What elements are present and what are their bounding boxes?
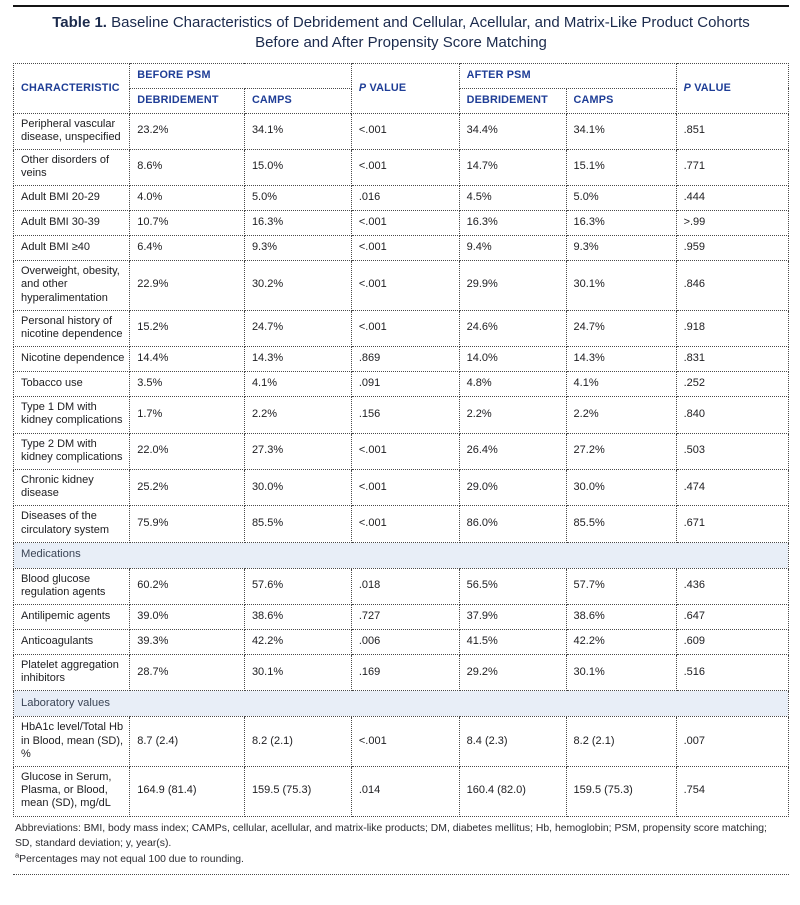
value-cell: <.001 — [351, 506, 459, 542]
value-cell: 42.2% — [244, 630, 351, 655]
value-cell: .671 — [676, 506, 788, 542]
value-cell: .444 — [676, 186, 788, 211]
value-cell: 38.6% — [244, 605, 351, 630]
characteristic-label: Diseases of the circulatory system — [14, 506, 130, 542]
rounding-note — [15, 852, 787, 868]
value-cell: <.001 — [351, 236, 459, 261]
value-cell: 4.1% — [244, 372, 351, 397]
value-cell: .851 — [676, 113, 788, 149]
value-cell: 2.2% — [566, 397, 676, 433]
characteristic-label: Platelet aggregation inhibitors — [14, 655, 130, 691]
table-body — [14, 113, 789, 816]
value-cell: <.001 — [351, 717, 459, 767]
characteristic-label: Personal history of nicotine dependence — [14, 310, 130, 346]
value-cell: 85.5% — [566, 506, 676, 542]
value-cell: 16.3% — [566, 211, 676, 236]
value-cell: 16.3% — [244, 211, 351, 236]
characteristic-label: Type 2 DM with kidney complications — [14, 433, 130, 469]
value-cell: 9.3% — [244, 236, 351, 261]
value-cell: 34.1% — [244, 113, 351, 149]
value-cell: 159.5 (75.3) — [566, 767, 676, 817]
table-row — [14, 630, 789, 655]
value-cell: .007 — [676, 717, 788, 767]
value-cell: 14.0% — [459, 347, 566, 372]
value-cell: .959 — [676, 236, 788, 261]
value-cell: .754 — [676, 767, 788, 817]
table-header — [14, 63, 789, 113]
value-cell: 5.0% — [244, 186, 351, 211]
value-cell: 24.7% — [244, 310, 351, 346]
characteristic-label: Blood glucose regulation agents — [14, 568, 130, 604]
value-cell: .831 — [676, 347, 788, 372]
characteristic-label: Adult BMI ≥40 — [14, 236, 130, 261]
value-cell: <.001 — [351, 310, 459, 346]
value-cell: 28.7% — [130, 655, 245, 691]
table-row — [14, 149, 789, 185]
value-cell: 23.2% — [130, 113, 245, 149]
table-row — [14, 568, 789, 604]
value-cell: 37.9% — [459, 605, 566, 630]
value-cell: .846 — [676, 261, 788, 311]
value-cell: 30.1% — [566, 655, 676, 691]
col-header-p-value-before — [351, 63, 459, 113]
value-cell: .771 — [676, 149, 788, 185]
value-cell: .436 — [676, 568, 788, 604]
value-cell: .006 — [351, 630, 459, 655]
p-value-label: P — [358, 81, 367, 94]
value-cell: .647 — [676, 605, 788, 630]
value-cell: 4.5% — [459, 186, 566, 211]
value-cell: 159.5 (75.3) — [244, 767, 351, 817]
characteristic-label: Overweight, obesity, and other hyperalimentation — [14, 261, 130, 311]
col-header-after-psm: AFTER PSM — [459, 63, 676, 88]
value-cell: 14.7% — [459, 149, 566, 185]
characteristic-label: Type 1 DM with kidney complications — [14, 397, 130, 433]
value-cell: 14.4% — [130, 347, 245, 372]
table-row — [14, 655, 789, 691]
table-row — [14, 236, 789, 261]
value-cell: 30.1% — [566, 261, 676, 311]
value-cell: .609 — [676, 630, 788, 655]
characteristic-label: Antilipemic agents — [14, 605, 130, 630]
value-cell: 15.1% — [566, 149, 676, 185]
value-cell: 38.6% — [566, 605, 676, 630]
col-header-before-psm: BEFORE PSM — [130, 63, 352, 88]
value-cell: 57.7% — [566, 568, 676, 604]
value-cell: 16.3% — [459, 211, 566, 236]
col-header-characteristic: CHARACTERISTIC — [14, 63, 130, 113]
value-cell: 27.3% — [244, 433, 351, 469]
value-cell: 56.5% — [459, 568, 566, 604]
characteristic-label: Tobacco use — [14, 372, 130, 397]
value-cell: 30.2% — [244, 261, 351, 311]
value-cell: .091 — [351, 372, 459, 397]
value-cell: 30.0% — [566, 469, 676, 505]
value-cell: 8.2 (2.1) — [244, 717, 351, 767]
table-title-text: Baseline Characteristics of Debridement and Cellular, Acellular, and Matrix-Like Product Cohorts Before and After Propensity Score Matching — [111, 14, 750, 52]
section-label: Laboratory values — [14, 691, 789, 717]
value-cell: 42.2% — [566, 630, 676, 655]
value-cell: 60.2% — [130, 568, 245, 604]
value-cell: 29.0% — [459, 469, 566, 505]
value-cell: 5.0% — [566, 186, 676, 211]
value-cell: <.001 — [351, 113, 459, 149]
value-cell: 34.4% — [459, 113, 566, 149]
value-cell: 26.4% — [459, 433, 566, 469]
table-row — [14, 261, 789, 311]
table-row — [14, 717, 789, 767]
value-cell: 3.5% — [130, 372, 245, 397]
characteristic-label: Other disorders of veins — [14, 149, 130, 185]
value-cell: 10.7% — [130, 211, 245, 236]
table-footnotes — [13, 817, 789, 876]
value-cell: 4.0% — [130, 186, 245, 211]
p-value-label: P — [683, 81, 691, 94]
col-header-debridement-before: DEBRIDEMENT — [130, 88, 245, 113]
col-header-debridement-after: DEBRIDEMENT — [459, 88, 566, 113]
value-cell: 164.9 (81.4) — [130, 767, 245, 817]
value-cell: <.001 — [351, 149, 459, 185]
baseline-characteristics-table — [13, 63, 789, 817]
value-cell: .727 — [351, 605, 459, 630]
characteristic-label: Glucose in Serum, Plasma, or Blood, mean (SD), mg/dL — [14, 767, 130, 817]
value-cell: 34.1% — [566, 113, 676, 149]
section-label: Medications — [14, 542, 789, 568]
value-cell: 160.4 (82.0) — [459, 767, 566, 817]
p-value-word: VALUE — [369, 81, 407, 94]
abbreviations-note: Abbreviations: BMI, body mass index; CAMPs, cellular, acellular, and matrix-like products; DM, diabetes mellitus; Hb, hemoglobin; PSM, propensity score matching; SD, standard deviation; y, year(s). — [15, 822, 767, 850]
value-cell: 8.7 (2.4) — [130, 717, 245, 767]
value-cell: 2.2% — [459, 397, 566, 433]
table-number: Table 1. — [52, 14, 107, 31]
value-cell: 27.2% — [566, 433, 676, 469]
value-cell: 4.1% — [566, 372, 676, 397]
value-cell: 9.3% — [566, 236, 676, 261]
value-cell: 57.6% — [244, 568, 351, 604]
value-cell: <.001 — [351, 433, 459, 469]
rounding-note-text: Percentages may not equal 100 due to rounding. — [19, 853, 244, 865]
value-cell: 30.1% — [244, 655, 351, 691]
value-cell: 86.0% — [459, 506, 566, 542]
value-cell: 75.9% — [130, 506, 245, 542]
characteristic-label: Chronic kidney disease — [14, 469, 130, 505]
value-cell: 15.0% — [244, 149, 351, 185]
section-row — [14, 542, 789, 568]
value-cell: .516 — [676, 655, 788, 691]
value-cell: .474 — [676, 469, 788, 505]
value-cell: 39.0% — [130, 605, 245, 630]
value-cell: 1.7% — [130, 397, 245, 433]
value-cell: .169 — [351, 655, 459, 691]
header-row-groups — [14, 63, 789, 88]
table-row — [14, 433, 789, 469]
section-row — [14, 691, 789, 717]
characteristic-label: Nicotine dependence — [14, 347, 130, 372]
value-cell: 8.4 (2.3) — [459, 717, 566, 767]
footnote-marker: a — [15, 850, 20, 860]
value-cell: 8.2 (2.1) — [566, 717, 676, 767]
value-cell: .503 — [676, 433, 788, 469]
col-header-p-value-after — [676, 63, 788, 113]
table-row — [14, 767, 789, 817]
value-cell: .014 — [351, 767, 459, 817]
value-cell: .918 — [676, 310, 788, 346]
value-cell: .869 — [351, 347, 459, 372]
value-cell: .016 — [351, 186, 459, 211]
value-cell: 25.2% — [130, 469, 245, 505]
characteristic-label: HbA1c level/Total Hb in Blood, mean (SD), % — [14, 717, 130, 767]
col-header-camps-after: CAMPS — [566, 88, 676, 113]
characteristic-label: Anticoagulants — [14, 630, 130, 655]
value-cell: 15.2% — [130, 310, 245, 346]
value-cell: 6.4% — [130, 236, 245, 261]
table-row — [14, 186, 789, 211]
value-cell: 22.9% — [130, 261, 245, 311]
value-cell: 22.0% — [130, 433, 245, 469]
value-cell: <.001 — [351, 469, 459, 505]
value-cell: 4.8% — [459, 372, 566, 397]
table-row — [14, 310, 789, 346]
value-cell: <.001 — [351, 261, 459, 311]
value-cell: 14.3% — [566, 347, 676, 372]
col-header-camps-before: CAMPS — [244, 88, 351, 113]
value-cell: >.99 — [676, 211, 788, 236]
value-cell: <.001 — [351, 211, 459, 236]
value-cell: 2.2% — [244, 397, 351, 433]
value-cell: .840 — [676, 397, 788, 433]
characteristic-label: Peripheral vascular disease, unspecified — [14, 113, 130, 149]
value-cell: 29.2% — [459, 655, 566, 691]
value-cell: .156 — [351, 397, 459, 433]
table-row — [14, 506, 789, 542]
table-title — [21, 7, 781, 63]
value-cell: .252 — [676, 372, 788, 397]
value-cell: 8.6% — [130, 149, 245, 185]
value-cell: .018 — [351, 568, 459, 604]
value-cell: 24.6% — [459, 310, 566, 346]
table-row — [14, 211, 789, 236]
value-cell: 39.3% — [130, 630, 245, 655]
characteristic-label: Adult BMI 30-39 — [14, 211, 130, 236]
value-cell: 9.4% — [459, 236, 566, 261]
p-value-word: VALUE — [694, 81, 731, 94]
value-cell: 24.7% — [566, 310, 676, 346]
characteristic-label: Adult BMI 20-29 — [14, 186, 130, 211]
value-cell: 14.3% — [244, 347, 351, 372]
table-row — [14, 372, 789, 397]
table-row — [14, 397, 789, 433]
table-row — [14, 605, 789, 630]
value-cell: 85.5% — [244, 506, 351, 542]
value-cell: 30.0% — [244, 469, 351, 505]
table-row — [14, 113, 789, 149]
table-row — [14, 347, 789, 372]
value-cell: 29.9% — [459, 261, 566, 311]
table-row — [14, 469, 789, 505]
value-cell: 41.5% — [459, 630, 566, 655]
